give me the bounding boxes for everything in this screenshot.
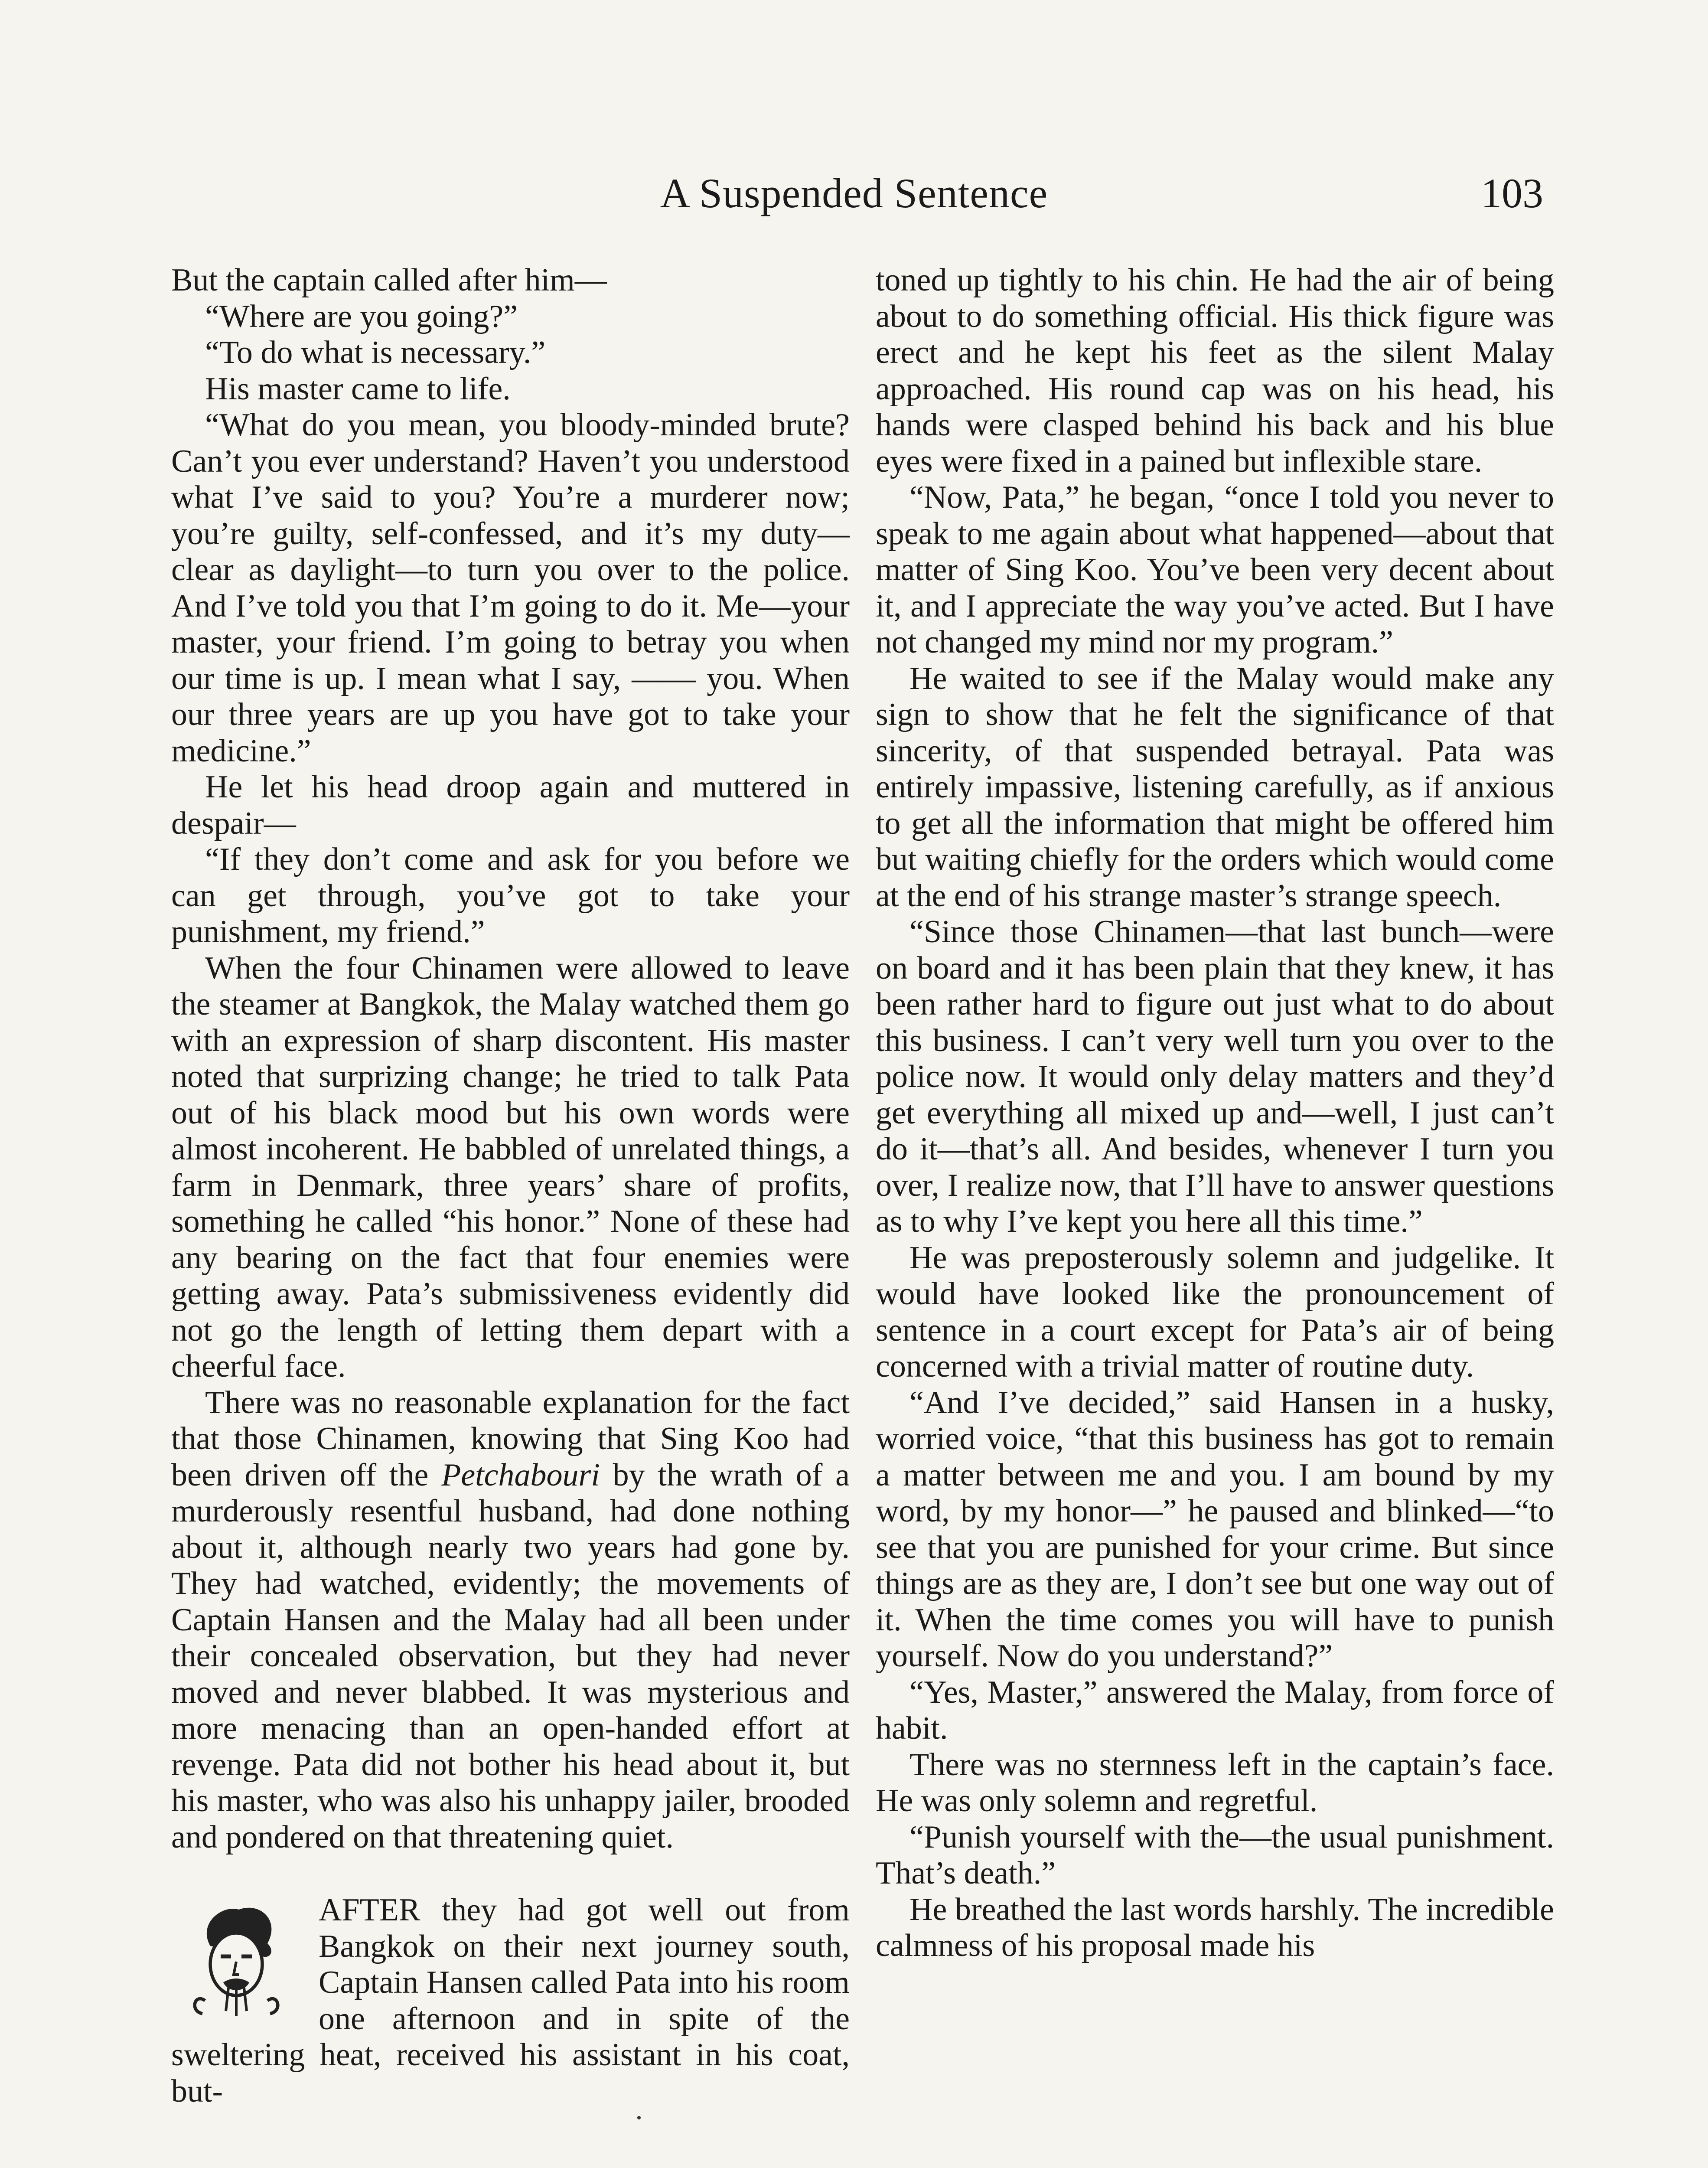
- paragraph: “If they don’t come and ask for you before we can get through, you’ve got to take your punishment, my friend.”: [171, 842, 850, 950]
- paragraph: [171, 1385, 850, 1856]
- paragraph: “Yes, Master,” answered the Malay, from force of habit.: [876, 1674, 1554, 1746]
- running-header: [165, 165, 1543, 230]
- section-divider: [637, 2116, 641, 2119]
- paragraph: AFTER they had got well out from Bangkok on their next journey south, Captain Hansen called Pata into his room one afternoon and in spite of the sweltering heat, received his assistant in his coat, but-: [171, 1892, 850, 2109]
- page-number: 103: [1481, 170, 1543, 216]
- paragraph: “What do you mean, you bloody-minded brute? Can’t you ever understand? Haven’t you understood what I’ve said to you? You’re a murderer now; you’re guilty, self-confessed, and it’s my duty—clear as daylight—to turn you over to the police. And I’ve told you that I’m going to do it. Me—your master, your friend. I’m going to betray you when our time is up. I mean what I say, —— you. When our three years are up you have got to take your medicine.”: [171, 407, 850, 769]
- paragraph: “Where are you going?”: [205, 298, 518, 334]
- paragraph: “And I’ve decided,” said Hansen in a husky, worried voice, “that this business has got to remain a matter between me and you. I am bound by my word, by my honor—” he paused and blinked—“to see that you are punished for your crime. But since things are as they are, I don’t see but one way out of it. When the time comes you will have to punish yourself. Now do you understand?”: [876, 1384, 1554, 1674]
- paragraph: His master came to life.: [205, 371, 511, 407]
- ship-name: Petchabouri: [441, 1457, 600, 1493]
- paragraph: He waited to see if the Malay would make any sign to show that he felt the significance of that sincerity, of that suspended betrayal. Pata was entirely impassive, listening carefully, as if anxious to get all the information that might be offered him but waiting chiefly for the orders which would come at the end of his strange master’s strange speech.: [876, 660, 1554, 914]
- paragraph: When the four Chinamen were allowed to leave the steamer at Bangkok, the Malay watched them go with an expression of sharp discontent. His master noted that surprizing change; he tried to talk Pata out of his black mood but his own words were almost incoherent. He babbled of unrelated things, a farm in Denmark, three years’ share of profits, something he called “his honor.” None of these had any bearing on the fact that four enemies were getting away. Pata’s submissiveness evidently did not go the length of letting them depart with a cheerful face.: [171, 950, 850, 1384]
- page-title: A Suspended Sentence: [660, 170, 1048, 216]
- caricature-vignette-icon: [171, 1897, 301, 2027]
- section-opening: [171, 1892, 850, 2109]
- paragraph-text: by the wrath of a murderously resentful husband, had done nothing about it, although nearly two years had gone by. They had watched, evidently; the movements of Captain Hansen and the Malay had all been under their concealed observation, but they had never moved and never blabbed. It was mysterious and more menacing than an open-handed effort at revenge. Pata did not bother his head about it, but his master, who was also his unhappy jailer, brooded and pondered on that threatening quiet.: [171, 1457, 850, 1855]
- paragraph: He was preposterously solemn and judgelike. It would have looked like the pronouncement of sentence in a court except for Pata’s air of being concerned with a trivial matter of routine duty.: [876, 1240, 1554, 1384]
- paragraph: There was no sternness left in the captain’s face. He was only solemn and regretful.: [876, 1747, 1554, 1819]
- right-column: [876, 262, 1554, 1964]
- paragraph-text: There was no reasonable explanation for the fact that those Chinamen, knowing that Sing Koo had been driven off the: [171, 1384, 850, 1493]
- left-column: [171, 262, 850, 2109]
- paragraph: toned up tightly to his chin. He had the air of being about to do something official. His thick figure was erect and he kept his feet as the silent Malay approached. His round cap was on his head, his hands were clasped behind his back and his blue eyes were fixed in a pained but inflexible stare.: [876, 262, 1554, 479]
- paragraph: “Punish yourself with the—the usual punishment. That’s death.”: [876, 1819, 1554, 1891]
- paragraph: “To do what is necessary.”: [205, 335, 546, 370]
- paragraph: “Now, Pata,” he began, “once I told you never to speak to me again about what happened—about that matter of Sing Koo. You’ve been very decent about it, and I appreciate the way you’ve acted. But I have not changed my mind nor my program.”: [876, 480, 1554, 660]
- paragraph: But the captain called after him—: [171, 262, 607, 298]
- paragraph: “Since those Chinamen—that last bunch—were on board and it has been plain that they knew, it has been rather hard to figure out just what to do about this business. I can’t very well turn you over to the police now. It would only delay matters and they’d get everything all mixed up and—well, I just can’t do it—that’s all. And besides, whenever I turn you over, I realize now, that I’ll have to answer questions as to why I’ve kept you here all this time.”: [876, 914, 1554, 1239]
- paragraph: He breathed the last words harshly. The incredible calmness of his proposal made his: [876, 1891, 1554, 1963]
- paragraph: He let his head droop again and muttered in despair—: [171, 769, 850, 841]
